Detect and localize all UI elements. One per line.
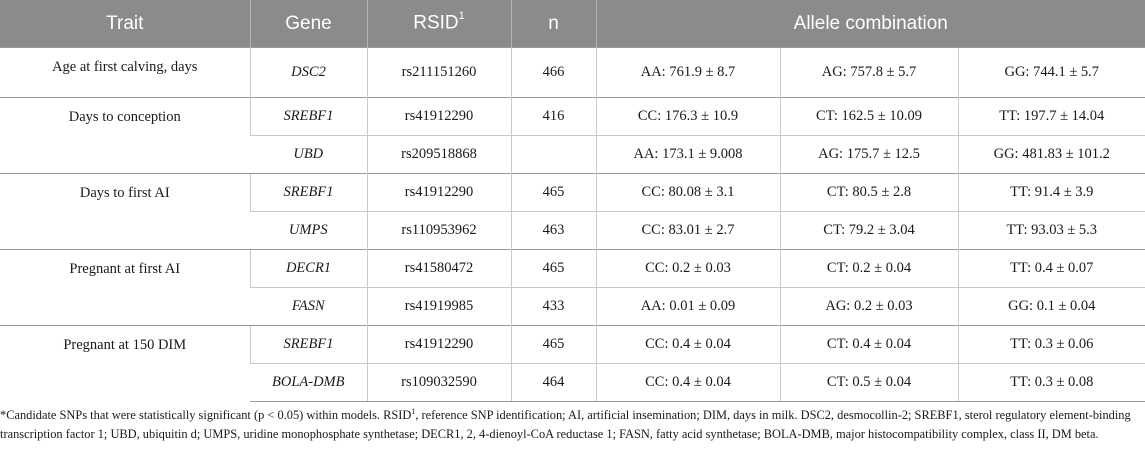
- cell-allele-2: AG: 0.2 ± 0.03: [780, 288, 958, 326]
- cell-rsid: rs109032590: [367, 364, 511, 402]
- table-row: [0, 98, 1145, 136]
- cell-allele-2: CT: 162.5 ± 10.09: [780, 98, 958, 136]
- header-n: n: [511, 0, 596, 48]
- table-footnote: [0, 402, 1140, 444]
- cell-allele-2: CT: 0.4 ± 0.04: [780, 326, 958, 364]
- header-rsid-label: RSID: [413, 12, 459, 34]
- cell-n: 466: [511, 48, 596, 98]
- cell-allele-1: AA: 173.1 ± 9.008: [596, 136, 780, 174]
- header-rsid-superscript: 1: [458, 10, 465, 23]
- cell-rsid: rs209518868: [367, 136, 511, 174]
- footnote-text-2: , reference SNP identification; AI, artificial insemination; DIM, days in milk. DSC2, desmocollin-2; SREBF1, sterol regulatory element-binding transcription factor 1; UBD, ubiquitin d; UMPS, uridine monophosphate synthetase; DECR1, 2, 4-dienoyl-CoA reductase 1; FASN, fatty acid synthetase; BOLA-DMB, major histocompatibility complex, class II, DM beta.: [0, 408, 1131, 442]
- cell-allele-1: CC: 176.3 ± 10.9: [596, 98, 780, 136]
- cell-allele-1: CC: 0.4 ± 0.04: [596, 364, 780, 402]
- cell-allele-2: CT: 0.2 ± 0.04: [780, 250, 958, 288]
- cell-trait: Days to conception: [0, 98, 250, 174]
- cell-allele-1: CC: 0.2 ± 0.03: [596, 250, 780, 288]
- cell-rsid: rs41580472: [367, 250, 511, 288]
- cell-allele-1: CC: 80.08 ± 3.1: [596, 174, 780, 212]
- cell-gene: FASN: [250, 288, 367, 326]
- cell-gene: UMPS: [250, 212, 367, 250]
- cell-rsid: rs41912290: [367, 174, 511, 212]
- cell-allele-2: CT: 0.5 ± 0.04: [780, 364, 958, 402]
- cell-n: [511, 136, 596, 174]
- table-row: [0, 174, 1145, 212]
- header-gene: Gene: [250, 0, 367, 48]
- cell-allele-1: CC: 83.01 ± 2.7: [596, 212, 780, 250]
- cell-trait: Pregnant at 150 DIM: [0, 326, 250, 402]
- footnote-superscript: 1: [411, 407, 416, 416]
- cell-gene: SREBF1: [250, 174, 367, 212]
- header-rsid: [367, 0, 511, 48]
- header-allele-combination: Allele combination: [596, 0, 1145, 48]
- cell-gene: SREBF1: [250, 98, 367, 136]
- cell-rsid: rs110953962: [367, 212, 511, 250]
- cell-gene: SREBF1: [250, 326, 367, 364]
- cell-trait: Age at first calving, days: [0, 48, 250, 98]
- cell-gene: DSC2: [250, 48, 367, 98]
- cell-n: 464: [511, 364, 596, 402]
- cell-n: 465: [511, 250, 596, 288]
- cell-allele-2: CT: 80.5 ± 2.8: [780, 174, 958, 212]
- cell-allele-1: CC: 0.4 ± 0.04: [596, 326, 780, 364]
- cell-allele-3: TT: 0.3 ± 0.06: [958, 326, 1145, 364]
- cell-allele-1: AA: 0.01 ± 0.09: [596, 288, 780, 326]
- cell-gene: UBD: [250, 136, 367, 174]
- cell-rsid: rs211151260: [367, 48, 511, 98]
- header-row: [0, 0, 1145, 48]
- cell-n: 465: [511, 174, 596, 212]
- cell-allele-3: GG: 0.1 ± 0.04: [958, 288, 1145, 326]
- cell-allele-3: TT: 0.3 ± 0.08: [958, 364, 1145, 402]
- cell-n: 465: [511, 326, 596, 364]
- cell-n: 463: [511, 212, 596, 250]
- cell-allele-3: TT: 0.4 ± 0.07: [958, 250, 1145, 288]
- cell-allele-3: GG: 744.1 ± 5.7: [958, 48, 1145, 98]
- cell-trait: Days to first AI: [0, 174, 250, 250]
- cell-allele-2: AG: 757.8 ± 5.7: [780, 48, 958, 98]
- cell-n: 416: [511, 98, 596, 136]
- cell-allele-3: TT: 197.7 ± 14.04: [958, 98, 1145, 136]
- table-row: [0, 250, 1145, 288]
- cell-rsid: rs41919985: [367, 288, 511, 326]
- cell-allele-3: TT: 91.4 ± 3.9: [958, 174, 1145, 212]
- header-trait: Trait: [0, 0, 250, 48]
- cell-allele-3: TT: 93.03 ± 5.3: [958, 212, 1145, 250]
- table-row: [0, 326, 1145, 364]
- cell-allele-3: GG: 481.83 ± 101.2: [958, 136, 1145, 174]
- cell-allele-2: CT: 79.2 ± 3.04: [780, 212, 958, 250]
- cell-gene: BOLA-DMB: [250, 364, 367, 402]
- table-row: [0, 48, 1145, 98]
- cell-trait: Pregnant at first AI: [0, 250, 250, 326]
- cell-n: 433: [511, 288, 596, 326]
- cell-rsid: rs41912290: [367, 326, 511, 364]
- cell-gene: DECR1: [250, 250, 367, 288]
- cell-allele-2: AG: 175.7 ± 12.5: [780, 136, 958, 174]
- cell-rsid: rs41912290: [367, 98, 511, 136]
- footnote-text-1: *Candidate SNPs that were statistically significant (p < 0.05) within models. RSID: [0, 408, 412, 423]
- cell-allele-1: AA: 761.9 ± 8.7: [596, 48, 780, 98]
